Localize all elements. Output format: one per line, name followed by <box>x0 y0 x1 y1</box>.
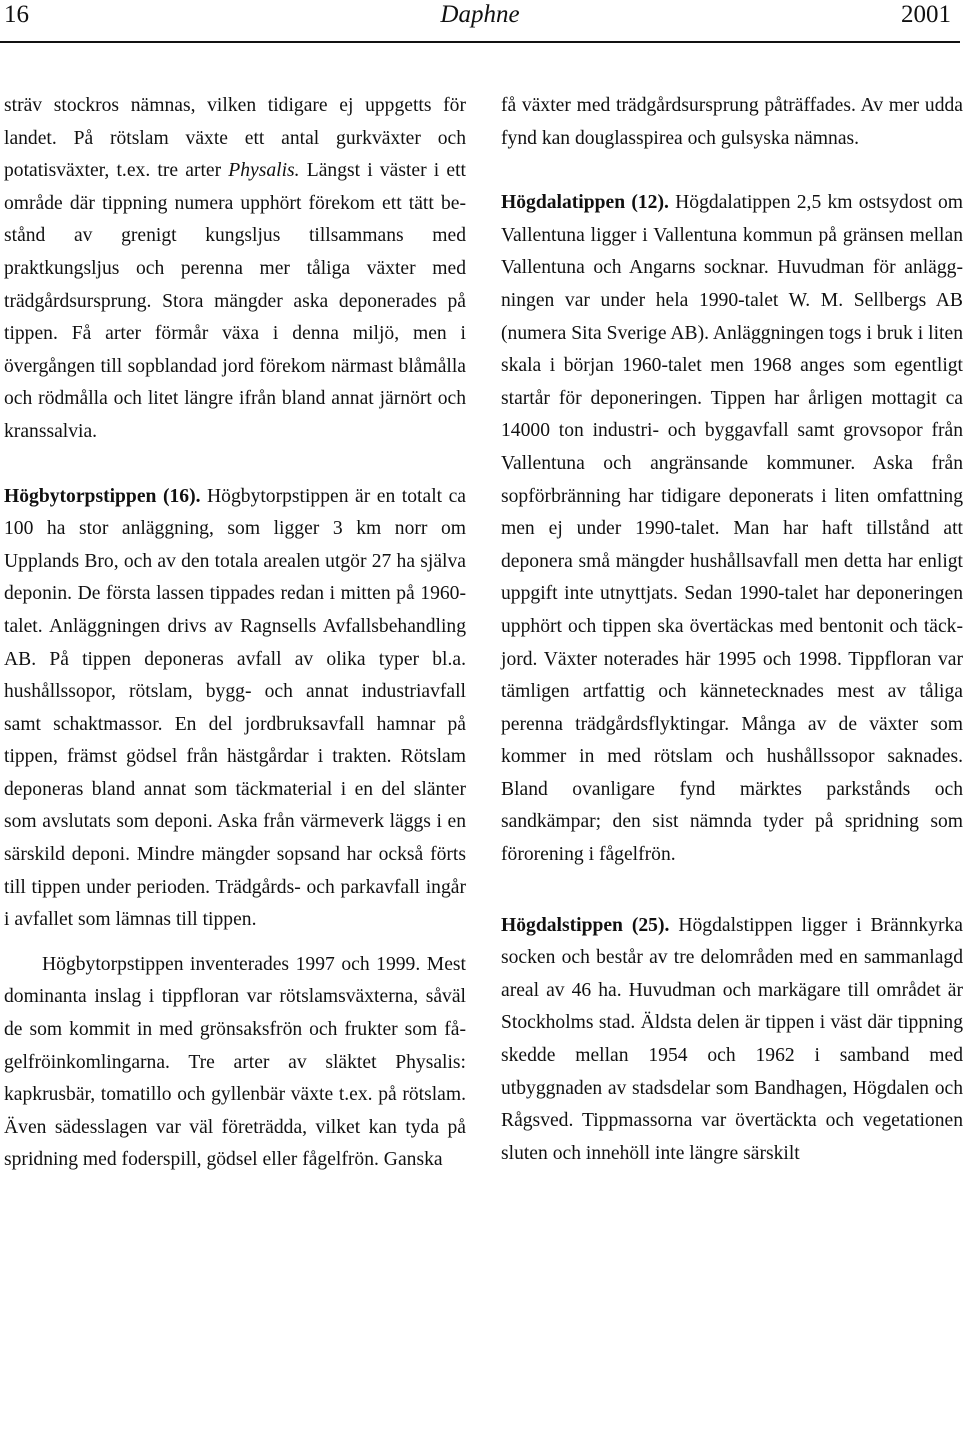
left-p2-text: Högbytorpstippen är en totalt ca 100 ha stor anläggning, som ligger 3 km norr om Upplands Bro, och av den totala arealen utgör 27 ha själva deponin. De första lassen tippades redan i mitten på 1960-talet. Anläggningen drivs av Ragnsells Avfallsbehandling AB. På tippen deponeras avfall av olika typer bl.a. hushållssopor, rötslam, bygg- och annat industriavfall samt schaktmassor. En del jordbruksavfall hamnar på tippen, främst gödsel från hästgårdar i trakten. Rötslam deponeras bland annat som täckmaterial i en del slänter som avslutats som deponi. Aska från värmeverk läggs i en särskild deponi. Mindre mängder sopsand har också förts till tippen under perioden. Trädgårds- och parkavfall ingår i avfallet som lämnas till tippen. <box>4 485 466 931</box>
left-paragraph-3 <box>4 949 466 1177</box>
section-heading-hogdalstippen: Högdalstippen (25). <box>501 914 670 936</box>
publication-year: 2001 <box>901 1 951 28</box>
left-p1-post: Längst i väster i ett område där tippning numera upphört förekom ett tätt bestånd av grenigt kungsljus tillsammans med praktkungsljus och perenna mer tåliga växter med trädgårdsursprung. Stora mängder aska deponerades på tippen. Få arter förmår växa i denna miljö, men i övergången till sopblandad jord förekom närmast blåmålla och rödmålla och litet längre ifrån bland annat järnört och kranssalvia. <box>4 160 466 442</box>
page-number: 16 <box>4 1 29 28</box>
journal-title: Daphne <box>440 1 520 28</box>
right-p2-text: Högdalatippen 2,5 km ostsydost om Vallentuna ligger i Vallentuna kommun på gränsen mellan Vallentuna och Angarns socknar. Huvudman för anläggningen var under hela 1990-talet W. M. Sellbergs AB (numera Sita Sverige AB). Anläggningen togs i bruk i liten skala i början 1960-talet men 1968 anges som egentligt startår för deponeringen. Tippen har årligen mottagit ca 14000 ton industri- och byggavfall samt grovsopor från Vallentuna och angränsande kommuner. Aska från sopförbränning har tidigare deponerats i liten omfattning men ej under 1990-talet. Man har haft tillstånd att deponera små mängder hushållsavfall men detta har enligt uppgift inte utnyttjats. Sedan 1990-talet har deponeringen upphört och tippen ska övertäckas med bentonit och täckjord. Växter noterades här 1995 och 1998. Tippfloran var tämligen artfattig och kännetecknades mest av tåliga perenna trädgårdsflyktingar. Många av de växter som kommer in med rötslam och hushållssopor saknades. Bland ovanligare fynd märktes parkstånds och sandkämpar; den sist nämnda tyder på spridning som förorening i fågelfrön. <box>501 192 963 866</box>
left-paragraph-2 <box>4 481 466 937</box>
right-paragraph-1 <box>501 90 963 155</box>
left-p3-text: Högbytorpstippen inventerades 1997 och 1999. Mest dominanta inslag i tippfloran var rötslamsväxterna, såväl de som kommit in med grönsaksfrön och frukter som fågelfröinkomlingarna. Tre arter av släktet Physalis: kapkrusbär, tomatillo och gyllenbär växte t.ex. på rötslam. Även sädesslagen var väl företrädda, vilket kan tyda på spridning med foderspill, gödsel eller fågelfrön. Ganska <box>4 953 466 1171</box>
right-p1-text: få växter med trädgårdsursprung påträffades. Av mer udda fynd kan douglasspirea och gulsyska nämnas. <box>501 95 963 149</box>
header-rule <box>0 41 960 43</box>
section-heading-hogbytorpstippen: Högbytorpstippen (16). <box>4 485 201 507</box>
page-header <box>0 0 960 40</box>
right-column <box>501 90 963 1170</box>
section-heading-hogdalatippen: Högdalatippen (12). <box>501 192 669 214</box>
left-paragraph-1 <box>4 90 466 449</box>
right-paragraph-3 <box>501 910 963 1171</box>
right-paragraph-2 <box>501 187 963 871</box>
right-p3-text: Högdalstippen ligger i Brännkyrka socken och består av tre delområden med en sammanlagd areal av 46 ha. Huvudman och markägare till området är Stockholms stad. Äldsta delen är tippen i väst där tippning skedde mellan 1954 och 1962 i samband med utbyggnaden av stadsdelar som Bandhagen, Högdalen och Rågsved. Tippmassorna var övertäckta och vegetationen sluten och innehöll inte längre särskilt <box>501 914 963 1164</box>
left-p1-pre: sträv stockros nämnas, vilken tidigare ej uppgetts för landet. På rötslam växte ett antal gurkväxter och potatisväxter, t.ex. tre arter <box>4 95 466 182</box>
left-column <box>4 90 466 1177</box>
left-p1-italic: Physalis. <box>228 160 300 182</box>
